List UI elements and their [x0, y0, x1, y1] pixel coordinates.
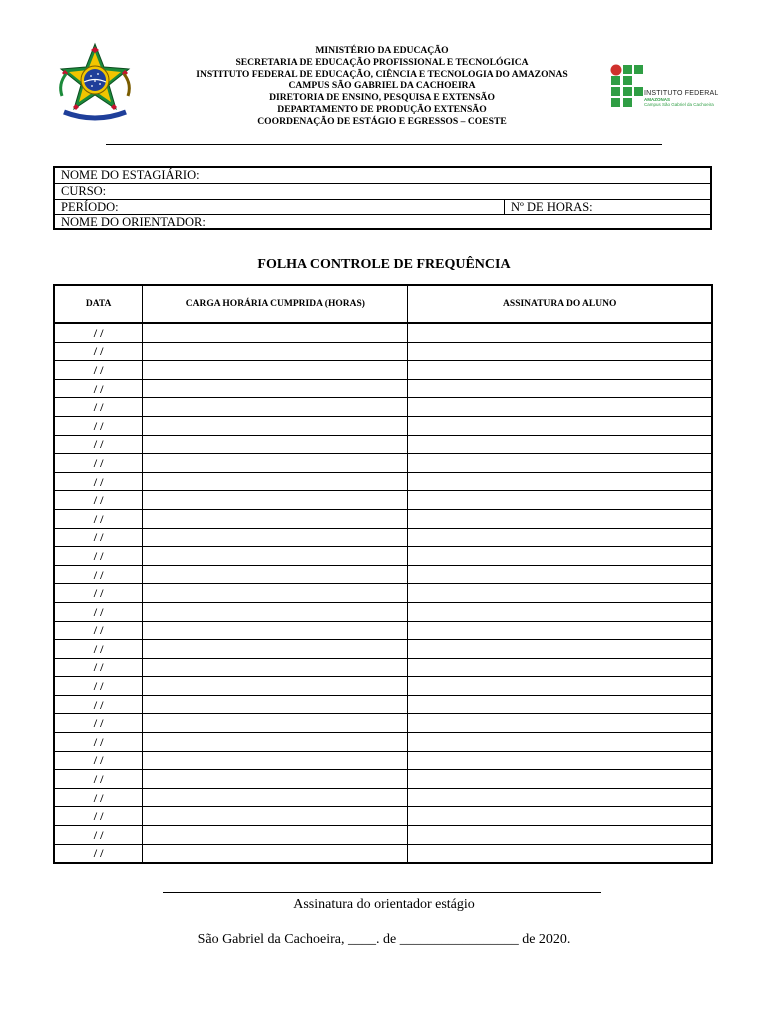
institute-logo-text: [644, 90, 718, 107]
period-label: PERÍODO:: [61, 200, 119, 214]
attendance-row: [54, 658, 712, 677]
date-cell[interactable]: / /: [54, 491, 143, 510]
document-header: [150, 45, 614, 128]
hours-cell[interactable]: [143, 491, 408, 510]
student-signature-cell[interactable]: [408, 584, 712, 603]
intern-info-box: [53, 166, 712, 230]
hours-cell[interactable]: [143, 714, 408, 733]
column-header-student-signature: ASSINATURA DO ALUNO: [408, 285, 712, 323]
logo-line-campus: Campus São Gabriel da Cachoeira: [644, 101, 714, 107]
header-line-directorate: DIRETORIA DE ENSINO, PESQUISA E EXTENSÃO: [269, 92, 495, 104]
student-signature-cell[interactable]: [408, 454, 712, 473]
student-signature-cell[interactable]: [408, 602, 712, 621]
date-cell[interactable]: / /: [54, 751, 143, 770]
student-signature-cell[interactable]: [408, 733, 712, 752]
attendance-row: [54, 770, 712, 789]
attendance-row: [54, 677, 712, 696]
hours-cell[interactable]: [143, 770, 408, 789]
column-header-date: DATA: [54, 285, 143, 323]
student-signature-cell[interactable]: [408, 509, 712, 528]
attendance-table-body: [54, 323, 712, 863]
advisor-name-field[interactable]: [55, 214, 710, 230]
hours-cell[interactable]: [143, 733, 408, 752]
student-signature-cell[interactable]: [408, 416, 712, 435]
hours-cell[interactable]: [143, 602, 408, 621]
date-cell[interactable]: / /: [54, 844, 143, 863]
hours-cell[interactable]: [143, 584, 408, 603]
attendance-row: [54, 547, 712, 566]
date-cell[interactable]: / /: [54, 454, 143, 473]
attendance-row: [54, 751, 712, 770]
header-line-secretariat: SECRETARIA DE EDUCAÇÃO PROFISSIONAL E TECNOLÓGICA: [235, 56, 529, 68]
hours-cell[interactable]: [143, 361, 408, 380]
attendance-row: [54, 416, 712, 435]
attendance-row: [54, 602, 712, 621]
hours-cell[interactable]: [143, 677, 408, 696]
student-signature-cell[interactable]: [408, 807, 712, 826]
period-field[interactable]: [55, 199, 710, 215]
column-header-hours: CARGA HORÁRIA CUMPRIDA (HORAS): [143, 285, 408, 323]
hours-cell[interactable]: [143, 379, 408, 398]
student-signature-cell[interactable]: [408, 547, 712, 566]
attendance-row: [54, 472, 712, 491]
student-signature-cell[interactable]: [408, 826, 712, 845]
student-signature-cell[interactable]: [408, 472, 712, 491]
attendance-table: [53, 284, 713, 864]
attendance-row: [54, 509, 712, 528]
header-divider: [106, 144, 662, 145]
date-cell[interactable]: / /: [54, 714, 143, 733]
attendance-row: [54, 454, 712, 473]
attendance-row: [54, 361, 712, 380]
header-line-coordination: COORDENAÇÃO DE ESTÁGIO E EGRESSOS – COESTE: [257, 115, 507, 127]
date-cell[interactable]: / /: [54, 640, 143, 659]
student-signature-cell[interactable]: [408, 342, 712, 361]
attendance-row: [54, 528, 712, 547]
header-line-campus: CAMPUS SÃO GABRIEL DA CACHOEIRA: [288, 80, 476, 92]
attendance-row: [54, 788, 712, 807]
course-label: CURSO:: [61, 184, 107, 198]
student-signature-cell[interactable]: [408, 435, 712, 454]
student-signature-cell[interactable]: [408, 844, 712, 863]
attendance-row: [54, 379, 712, 398]
hours-cell[interactable]: [143, 844, 408, 863]
student-signature-cell[interactable]: [408, 640, 712, 659]
hours-cell[interactable]: [143, 472, 408, 491]
hours-cell[interactable]: [143, 751, 408, 770]
date-cell[interactable]: / /: [54, 547, 143, 566]
hours-cell[interactable]: [143, 658, 408, 677]
brazil-coat-of-arms-icon: [56, 40, 134, 126]
form-title: FOLHA CONTROLE DE FREQUÊNCIA: [257, 257, 511, 272]
hours-cell[interactable]: [143, 695, 408, 714]
hours-cell[interactable]: [143, 398, 408, 417]
date-cell[interactable]: / /: [54, 807, 143, 826]
date-cell[interactable]: / /: [54, 379, 143, 398]
student-signature-cell[interactable]: [408, 323, 712, 342]
attendance-row: [54, 491, 712, 510]
date-cell[interactable]: / /: [54, 323, 143, 342]
date-cell[interactable]: / /: [54, 416, 143, 435]
date-cell[interactable]: / /: [54, 342, 143, 361]
hours-cell[interactable]: [143, 323, 408, 342]
student-signature-cell[interactable]: [408, 770, 712, 789]
advisor-name-label: NOME DO ORIENTADOR:: [61, 215, 206, 229]
student-signature-cell[interactable]: [408, 658, 712, 677]
date-cell[interactable]: / /: [54, 695, 143, 714]
attendance-row: [54, 640, 712, 659]
header-line-ministry: MINISTÉRIO DA EDUCAÇÃO: [315, 45, 449, 56]
hours-field[interactable]: [504, 200, 593, 215]
attendance-row: [54, 584, 712, 603]
date-cell[interactable]: / /: [54, 472, 143, 491]
advisor-signature-label: Assinatura do orientador estágio: [293, 897, 475, 912]
header-line-institute: INSTITUTO FEDERAL DE EDUCAÇÃO, CIÊNCIA E TECNOLOGIA DO AMAZONAS: [196, 68, 568, 80]
place-and-date: São Gabriel da Cachoeira, ____. de _________________ de 2020.: [197, 932, 571, 947]
logo-line-state: AMAZONAS: [644, 97, 670, 102]
hours-cell[interactable]: [143, 547, 408, 566]
intern-name-field[interactable]: [55, 168, 710, 183]
student-signature-cell[interactable]: [408, 621, 712, 640]
date-cell[interactable]: / /: [54, 565, 143, 584]
date-cell[interactable]: / /: [54, 361, 143, 380]
course-field[interactable]: [55, 183, 710, 199]
hours-cell[interactable]: [143, 509, 408, 528]
attendance-row: [54, 323, 712, 342]
date-cell[interactable]: / /: [54, 509, 143, 528]
hours-cell[interactable]: [143, 528, 408, 547]
date-cell[interactable]: / /: [54, 528, 143, 547]
student-signature-cell[interactable]: [408, 491, 712, 510]
date-cell[interactable]: / /: [54, 435, 143, 454]
date-cell[interactable]: / /: [54, 677, 143, 696]
attendance-row: [54, 342, 712, 361]
date-cell[interactable]: / /: [54, 658, 143, 677]
date-cell[interactable]: / /: [54, 788, 143, 807]
date-cell[interactable]: / /: [54, 621, 143, 640]
hours-cell[interactable]: [143, 807, 408, 826]
student-signature-cell[interactable]: [408, 788, 712, 807]
student-signature-cell[interactable]: [408, 751, 712, 770]
attendance-row: [54, 733, 712, 752]
student-signature-cell[interactable]: [408, 565, 712, 584]
student-signature-cell[interactable]: [408, 677, 712, 696]
attendance-row: [54, 714, 712, 733]
hours-cell[interactable]: [143, 621, 408, 640]
hours-cell[interactable]: [143, 565, 408, 584]
attendance-row: [54, 435, 712, 454]
student-signature-cell[interactable]: [408, 695, 712, 714]
attendance-table-header: [54, 285, 712, 323]
student-signature-cell[interactable]: [408, 398, 712, 417]
advisor-signature-line[interactable]: [163, 892, 601, 893]
attendance-row: [54, 565, 712, 584]
student-signature-cell[interactable]: [408, 714, 712, 733]
date-cell[interactable]: / /: [54, 584, 143, 603]
attendance-row: [54, 621, 712, 640]
date-cell[interactable]: / /: [54, 770, 143, 789]
attendance-row: [54, 695, 712, 714]
attendance-row: [54, 844, 712, 863]
intern-name-label: NOME DO ESTAGIÁRIO:: [61, 168, 200, 182]
hours-cell[interactable]: [143, 342, 408, 361]
student-signature-cell[interactable]: [408, 361, 712, 380]
header-line-department: DEPARTAMENTO DE PRODUÇÃO EXTENSÃO: [277, 103, 487, 115]
hours-cell[interactable]: [143, 416, 408, 435]
attendance-row: [54, 807, 712, 826]
attendance-row: [54, 826, 712, 845]
hours-cell[interactable]: [143, 640, 408, 659]
hours-cell[interactable]: [143, 826, 408, 845]
attendance-row: [54, 398, 712, 417]
hours-label: Nº DE HORAS:: [511, 200, 593, 214]
institute-logo-icon: [610, 62, 644, 114]
logo-line-institute: INSTITUTO FEDERAL: [644, 90, 719, 97]
institute-logo: [610, 62, 740, 114]
hours-cell[interactable]: [143, 788, 408, 807]
date-cell[interactable]: / /: [54, 398, 143, 417]
date-cell[interactable]: / /: [54, 733, 143, 752]
student-signature-cell[interactable]: [408, 528, 712, 547]
hours-cell[interactable]: [143, 435, 408, 454]
date-cell[interactable]: / /: [54, 826, 143, 845]
student-signature-cell[interactable]: [408, 379, 712, 398]
hours-cell[interactable]: [143, 454, 408, 473]
date-cell[interactable]: / /: [54, 602, 143, 621]
